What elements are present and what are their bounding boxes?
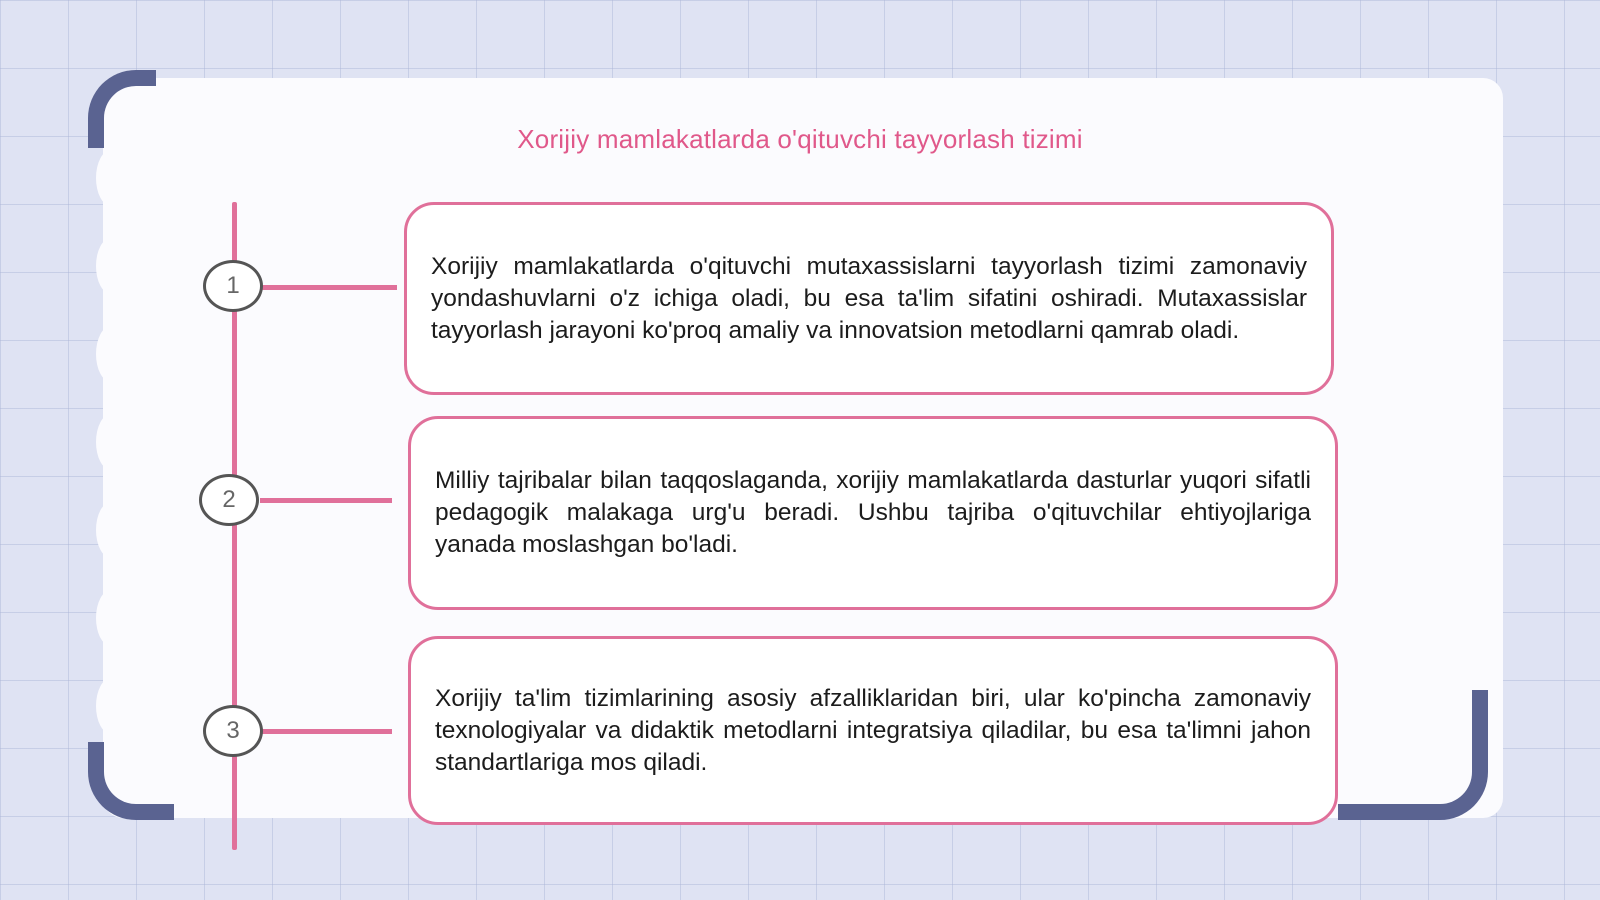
corner-bracket-bottom-right: [1338, 690, 1488, 820]
content-box: [408, 416, 1338, 610]
card-scallop: [96, 502, 126, 558]
corner-bracket-bottom-left: [88, 742, 174, 820]
card-scallop: [96, 414, 126, 470]
content-box: [404, 202, 1334, 395]
step-number-circle: 1: [203, 260, 263, 312]
step-number-circle: 2: [199, 474, 259, 526]
content-text: Milliy tajribalar bilan taqqoslaganda, xorijiy mamlakatlarda dasturlar yuqori sifatli pedagogik malakaga urg'u beradi. Ushbu tajriba o'qituvchilar ehtiyojlariga yanada moslashgan bo'ladi.: [435, 467, 1311, 558]
content-box: [408, 636, 1338, 825]
timeline-connector: [262, 729, 392, 734]
timeline-connector: [262, 285, 397, 290]
content-text: Xorijiy mamlakatlarda o'qituvchi mutaxassislarni tayyorlash tizimi zamonaviy yondashuvlarni o'z ichiga oladi, bu esa ta'lim sifatini oshiradi. Mutaxassislar tayyorlash jarayoni ko'proq amaliy va innovatsion metodlarni qamrab oladi.: [431, 252, 1307, 344]
card-scallop: [96, 238, 126, 294]
step-number-circle: 3: [203, 705, 263, 757]
card-scallop: [96, 678, 126, 734]
card-scallop: [96, 150, 126, 206]
content-text: Xorijiy ta'lim tizimlarining asosiy afzalliklaridan biri, ular ko'pincha zamonaviy texnologiyalar va didaktik metodlarni integratsiya qiladilar, bu esa ta'limni jahon standartlariga mos qiladi.: [435, 684, 1311, 776]
card-scallop: [96, 326, 126, 382]
card-scallop: [96, 590, 126, 646]
slide-title: Xorijiy mamlakatlarda o'qituvchi tayyorlash tizimi: [517, 124, 1083, 154]
timeline-connector: [260, 498, 392, 503]
